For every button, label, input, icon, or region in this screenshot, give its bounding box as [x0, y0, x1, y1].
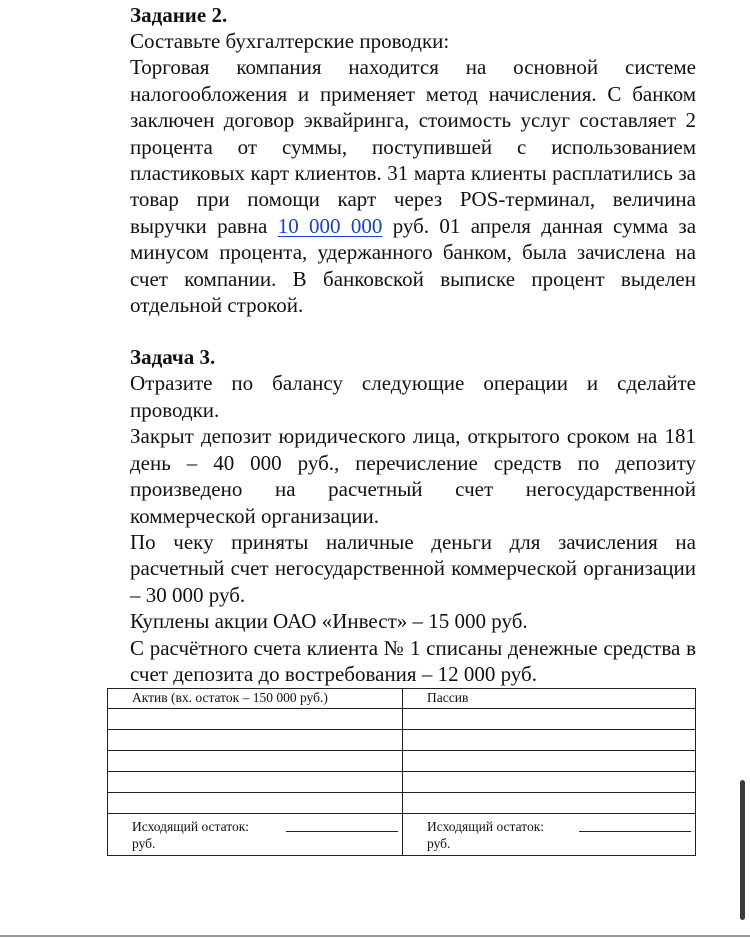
balance-row: [108, 793, 696, 814]
balance-row: [108, 730, 696, 751]
task2-body: [130, 54, 696, 318]
balance-row: [108, 709, 696, 730]
task2-text-after-link: руб. 01 апреля данная сумма за минусом процента, удержанного банком, была зачислена на счет компании. В банковской выписке процент выделен отдельной строкой.: [130, 213, 697, 318]
active-closing-cell: [108, 814, 403, 856]
balance-row: [108, 772, 696, 793]
operation-1: Закрыт депозит юридического лица, открытого сроком на 181 день – 40 000 руб., перечисление средств по депозиту произведено на расчетный счет негосударственной коммерческой организации.: [130, 424, 696, 528]
passive-cell: [403, 772, 696, 793]
balance-header-row: [108, 689, 696, 709]
passive-closing-unit: руб.: [427, 836, 451, 851]
operation-4: С расчётного счета клиента № 1 списаны денежные средства в счет депозита до востребования – 12 000 руб.: [130, 635, 696, 686]
closing-balance-row: [108, 814, 696, 856]
passive-cell: [403, 709, 696, 730]
operation-3: Куплены акции ОАО «Инвест» – 15 000 руб.: [130, 609, 528, 634]
task3-heading: Задача 3.: [130, 345, 216, 370]
passive-closing-label: Исходящий остаток:: [427, 819, 545, 834]
vertical-scrollbar[interactable]: [740, 780, 745, 920]
active-closing-blank: [286, 818, 398, 832]
task2-instruction: Составьте бухгалтерские проводки:: [130, 29, 450, 53]
operation-2: По чеку приняты наличные деньги для зачисления на расчетный счет негосударственной коммерческой организации – 30 000 руб.: [130, 529, 696, 607]
passive-cell: [403, 793, 696, 814]
passive-cell: [403, 730, 696, 751]
active-cell: [108, 772, 403, 793]
active-closing-label: Исходящий остаток:: [132, 819, 250, 834]
passive-closing-cell: [403, 814, 696, 856]
active-cell: [108, 751, 403, 772]
amount-link[interactable]: 10 000 000: [277, 213, 383, 238]
document-page: [130, 2, 696, 687]
active-cell: [108, 793, 403, 814]
passive-closing-blank: [579, 818, 691, 832]
passive-cell: [403, 751, 696, 772]
active-header: Актив (вх. остаток – 150 000 руб.): [108, 689, 403, 709]
task3-instruction: Отразите по балансу следующие операции и сделайте проводки.: [130, 371, 696, 422]
passive-header: Пассив: [403, 689, 696, 709]
task2-heading: Задание 2.: [130, 3, 228, 27]
task2-text-before-link: Торговая компания находится на основной системе налогообложения и применяет метод начисления. С банком заключен договор эквайринга, стоимость услуг составляет 2 процента от суммы, поступившей с использованием пластиковых карт клиентов. 31 марта клиенты расплатились за товар при помощи карт через POS-терминал, величина выручки равна: [130, 55, 696, 238]
page-bottom-divider: [0, 935, 750, 937]
active-cell: [108, 730, 403, 751]
active-closing-unit: руб.: [132, 836, 156, 851]
active-cell: [108, 709, 403, 730]
balance-row: [108, 751, 696, 772]
balance-table: [107, 688, 696, 856]
